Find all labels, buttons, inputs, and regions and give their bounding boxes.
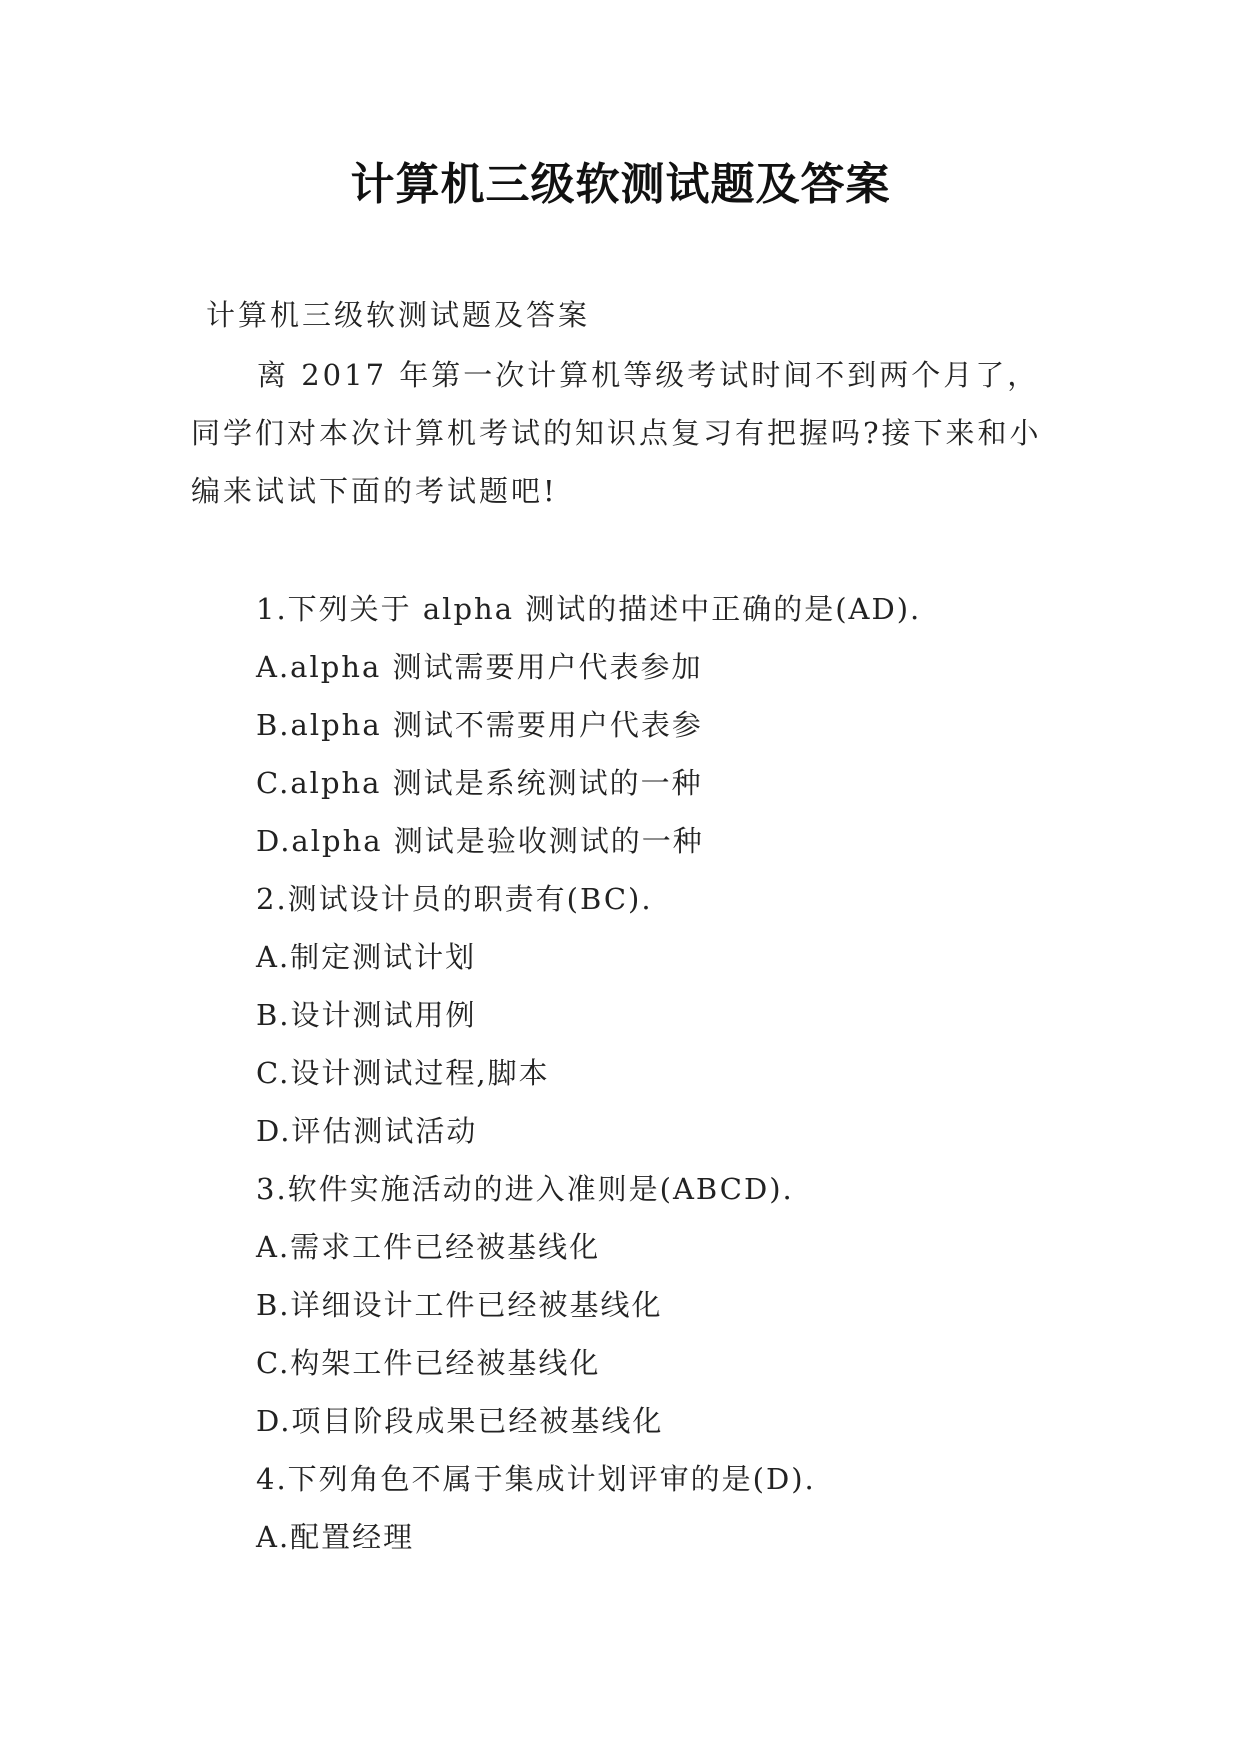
intro-paragraph: 离 2017 年第一次计算机等级考试时间不到两个月了，同学们对本次计算机考试的知识点复习有把握吗?接下来和小编来试试下面的考试题吧!: [191, 358, 1042, 508]
document-subtitle: 计算机三级软测试题及答案: [206, 298, 591, 332]
question-1: 1.下列关于 alpha 测试的描述中正确的是(AD).: [256, 592, 922, 626]
question-2-option-c: C.设计测试过程,脚本: [256, 1056, 550, 1090]
question-3-option-b: B.详细设计工件已经被基线化: [256, 1288, 663, 1322]
question-2-option-b: B.设计测试用例: [256, 998, 477, 1032]
question-list: [256, 580, 921, 1566]
question-2: 2.测试设计员的职责有(BC).: [256, 882, 653, 916]
question-2-option-d: D.评估测试活动: [256, 1114, 478, 1148]
question-4: 4.下列角色不属于集成计划评审的是(D).: [256, 1462, 816, 1496]
question-3-option-d: D.项目阶段成果已经被基线化: [256, 1404, 664, 1438]
document-title: 计算机三级软测试题及答案: [350, 159, 891, 210]
question-3-option-a: A.需求工件已经被基线化: [256, 1230, 601, 1264]
question-1-option-b: B.alpha 测试不需要用户代表参: [256, 708, 703, 742]
question-1-option-c: C.alpha 测试是系统测试的一种: [256, 766, 703, 800]
question-1-option-d: D.alpha 测试是验收测试的一种: [256, 824, 704, 858]
question-1-option-a: A.alpha 测试需要用户代表参加: [256, 650, 703, 684]
question-3-option-c: C.构架工件已经被基线化: [256, 1346, 601, 1380]
question-4-option-a: A.配置经理: [256, 1520, 415, 1554]
question-2-option-a: A.制定测试计划: [256, 940, 477, 974]
question-3: 3.软件实施活动的进入准则是(ABCD).: [256, 1172, 794, 1206]
